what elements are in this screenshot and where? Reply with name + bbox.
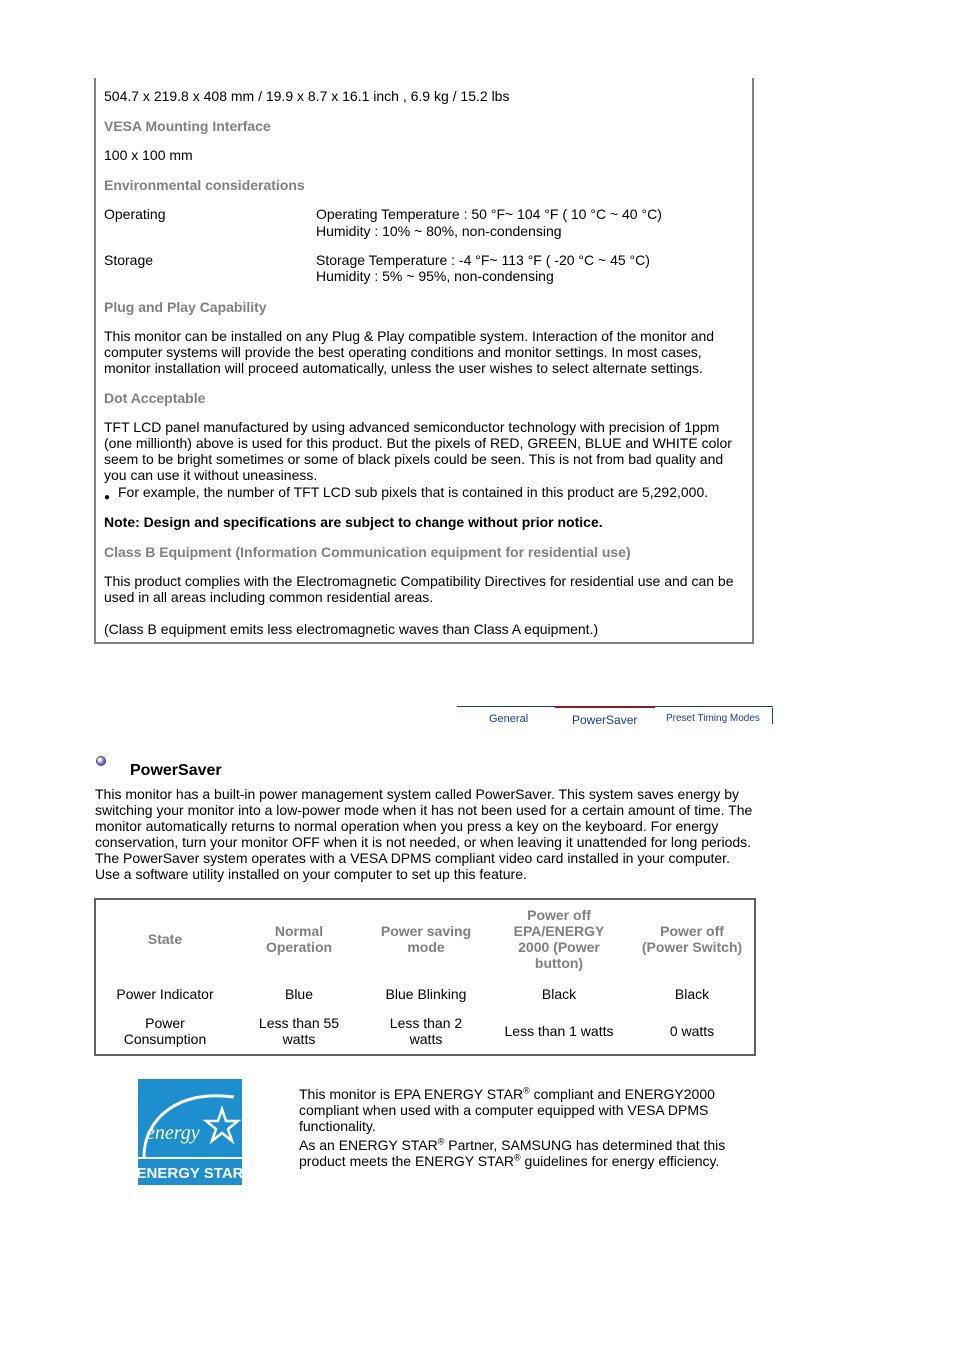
table-header: Power saving mode bbox=[380, 923, 472, 955]
registered-mark: ® bbox=[514, 1152, 521, 1163]
storage-temperature: Storage Temperature : -4 °F~ 113 °F ( -20 °C ~ 45 °C) bbox=[316, 252, 650, 268]
table-cell: Power Consumption bbox=[123, 1015, 207, 1047]
energy-text-part: guidelines for energy efficiency. bbox=[520, 1153, 720, 1169]
classb-note: (Class B equipment emits less electromagnetic waves than Class A equipment.) bbox=[104, 621, 599, 637]
table-header: Power off EPA/ENERGY 2000 (Power button) bbox=[513, 907, 605, 971]
table-cell: Black bbox=[674, 986, 710, 1002]
tab-preset-timing-modes[interactable]: Preset Timing Modes bbox=[666, 713, 760, 724]
tab-edge bbox=[772, 708, 773, 724]
classb-text: This product complies with the Electromagnetic Compatibility Directives for residential use and can be used in all areas including common residential areas. bbox=[104, 573, 734, 605]
energy-text-part: Partner, SAMSUNG has determined that this product meets the ENERGY STAR bbox=[299, 1137, 726, 1169]
table-header: Normal Operation bbox=[265, 923, 333, 955]
energy-paragraph-2 bbox=[299, 1137, 754, 1169]
tab-divider bbox=[655, 706, 773, 707]
energy-star-logo bbox=[138, 1079, 242, 1185]
svg-text:ENERGY STAR: ENERGY STAR bbox=[138, 1165, 242, 1182]
vesa-value: 100 x 100 mm bbox=[104, 147, 193, 163]
registered-mark: ® bbox=[523, 1085, 530, 1096]
operating-label: Operating bbox=[104, 206, 166, 222]
table-cell: Black bbox=[541, 986, 577, 1002]
table-cell: Blue bbox=[284, 986, 314, 1002]
energy-star-icon bbox=[138, 1079, 242, 1185]
table-cell: Power Indicator bbox=[116, 986, 214, 1002]
tab-divider bbox=[457, 706, 555, 707]
table-cell: Less than 55 watts bbox=[258, 1015, 340, 1047]
powersaver-intro: This monitor has a built-in power management system called PowerSaver. This system saves energy by switching your monitor into a low-power mode when it has not been used for a certain amount of time. The monitor automatically returns to normal operation when you press a key on the keyboard. For energy conservation, turn your monitor OFF when it is not needed, or when leaving it unattended for long periods. The PowerSaver system operates with a VESA DPMS compliant video card installed in your computer. Use a software utility installed on your computer to set up this feature. bbox=[95, 786, 753, 882]
classb-heading: Class B Equipment (Information Communication equipment for residential use) bbox=[104, 544, 631, 560]
dot-text: TFT LCD panel manufactured by using advanced semiconductor technology with precision of 1ppm (one millionth) above is used for this product. But the pixels of RED, GREEN, BLUE and WHITE color seem to be bright sometimes or some of black pixels could be seen. This is not from bad quality and you can use it without uneasiness. bbox=[104, 419, 732, 483]
bullet-icon: ● bbox=[104, 492, 111, 503]
active-tab-indicator bbox=[555, 706, 655, 708]
tab-general[interactable]: General bbox=[489, 713, 529, 725]
energy-paragraph-1 bbox=[299, 1086, 754, 1134]
tab-powersaver[interactable]: PowerSaver bbox=[572, 713, 638, 727]
operating-humidity: Humidity : 10% ~ 80%, non-condensing bbox=[316, 223, 562, 239]
pnp-heading: Plug and Play Capability bbox=[104, 299, 267, 315]
storage-label: Storage bbox=[104, 252, 154, 268]
dot-bullet-text: For example, the number of TFT LCD sub pixels that is contained in this product are 5,292,000. bbox=[118, 484, 709, 500]
energy-star-statement bbox=[299, 1086, 754, 1169]
storage-humidity: Humidity : 5% ~ 95%, non-condensing bbox=[316, 268, 554, 284]
table-cell: Blue Blinking bbox=[385, 986, 467, 1002]
table-header: Power off (Power Switch) bbox=[641, 923, 743, 955]
vesa-heading: VESA Mounting Interface bbox=[104, 118, 271, 134]
energy-text-part: As an ENERGY STAR bbox=[299, 1137, 438, 1153]
operating-temperature: Operating Temperature : 50 °F~ 104 °F ( 10 °C ~ 40 °C) bbox=[316, 206, 662, 222]
table-cell: Less than 2 watts bbox=[389, 1015, 463, 1047]
svg-text:energy: energy bbox=[146, 1122, 200, 1144]
dot-heading: Dot Acceptable bbox=[104, 390, 206, 406]
registered-mark: ® bbox=[437, 1136, 445, 1147]
energy-text-part: This monitor is EPA ENERGY STAR bbox=[299, 1086, 524, 1102]
dimensions-value: 504.7 x 219.8 x 408 mm / 19.9 x 8.7 x 16.1 inch , 6.9 kg / 15.2 lbs bbox=[104, 88, 510, 104]
table-cell: 0 watts bbox=[669, 1023, 715, 1039]
table-cell: Less than 1 watts bbox=[504, 1023, 614, 1039]
environment-heading: Environmental considerations bbox=[104, 177, 305, 193]
pnp-text: This monitor can be installed on any Plug & Play compatible system. Interaction of the monitor and computer systems will provide the best operating conditions and monitor settings. In most cases, monitor installation will proceed automatically, unless the user wishes to select alternate settings. bbox=[104, 328, 715, 376]
bullet-circle-icon bbox=[96, 756, 106, 766]
energy-text-part: compliant and ENERGY2000 compliant when used with a computer equipped with VESA DPMS functionality. bbox=[299, 1086, 715, 1134]
page-title: PowerSaver bbox=[130, 762, 222, 779]
table-header: State bbox=[147, 931, 183, 947]
section-tabs bbox=[457, 706, 773, 728]
notice-text: Note: Design and specifications are subject to change without prior notice. bbox=[104, 514, 603, 530]
